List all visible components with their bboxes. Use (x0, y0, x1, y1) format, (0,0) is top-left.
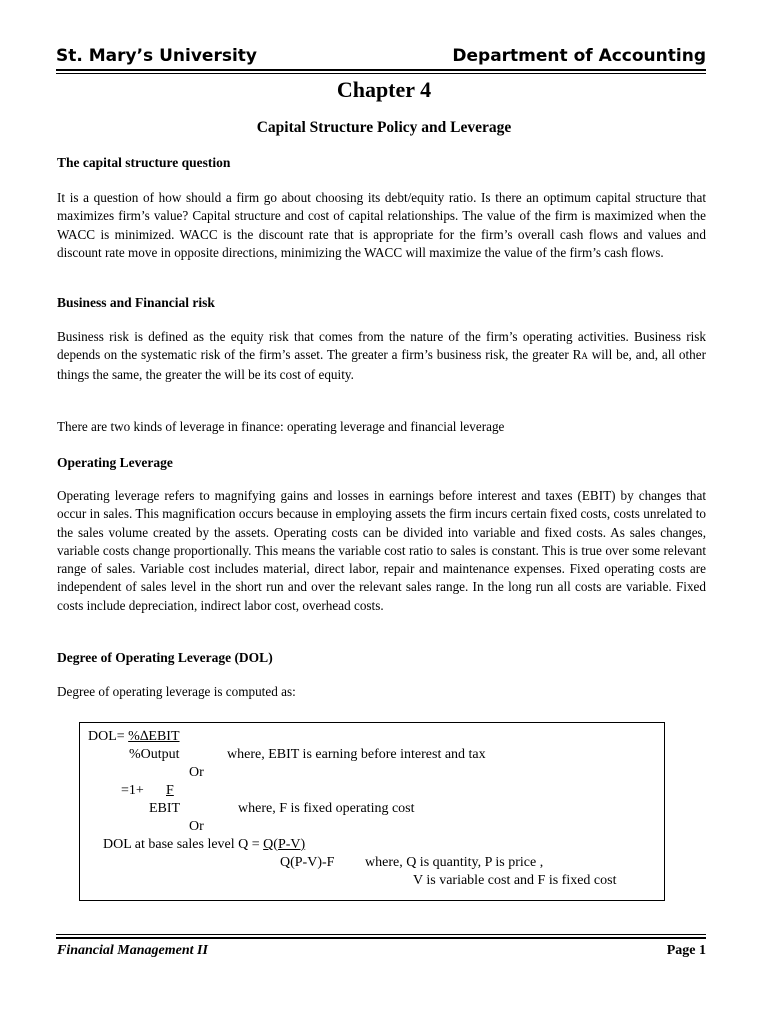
paragraph-leverage-kinds: There are two kinds of leverage in finance: operating leverage and financial leverage (57, 419, 505, 434)
formula-f-numerator: F (166, 783, 174, 798)
formula-qpv-numerator: Q(P-V) (263, 837, 306, 852)
formula-one-plus: =1+ (121, 783, 144, 798)
header-rule-thin (56, 73, 706, 74)
formula-line-7 (103, 837, 305, 853)
formula-line-1 (88, 729, 180, 745)
footer-rule-thick (56, 937, 706, 939)
footer-course-name: Financial Management II (57, 943, 208, 958)
formula-or-1: Or (189, 765, 204, 780)
formula-output-denominator: %Output (129, 747, 180, 762)
header-department: Department of Accounting (452, 46, 706, 66)
footer-rule-thin (56, 934, 706, 935)
formula-dol-label: DOL= (88, 729, 129, 744)
section-heading-dol: Degree of Operating Leverage (DOL) (57, 650, 273, 665)
page-header (56, 46, 706, 70)
paragraph-dol-intro: Degree of operating leverage is computed as: (57, 684, 296, 699)
formula-box (79, 722, 665, 901)
paragraph-business-risk (57, 328, 706, 384)
chapter-subtitle: Capital Structure Policy and Leverage (256, 119, 512, 136)
footer-page-number: Page 1 (666, 943, 706, 958)
formula-or-2: Or (189, 819, 204, 834)
header-university: St. Mary’s University (56, 46, 257, 66)
formula-base-sales-label: DOL at base sales level Q = (103, 837, 264, 852)
header-rule-thick (56, 69, 706, 71)
formula-qp-definition: where, Q is quantity, P is price , (365, 855, 544, 870)
paragraph-capital-structure: It is a question of how should a firm go about choosing its debt/equity ratio. Is there an optimum capital structure that maximizes firm’s value? Capital structure and cost of capital relationships. The value of the firm is maximized when the WACC is minimized. WACC is the discount rate that is appropriate for the firm’s overall cash flows and values and discount rate move in opposite directions, minimizing the WACC will maximize the value of the firm’s cash flows. (57, 190, 706, 260)
section-heading-capital-structure: The capital structure question (57, 155, 231, 170)
formula-ebit-denominator: EBIT (149, 801, 181, 816)
chapter-title: Chapter 4 (336, 77, 432, 102)
section-heading-business-risk: Business and Financial risk (57, 295, 215, 310)
business-risk-text-b: will be, and, all other things the same, the greater the will be its cost of equity. (57, 347, 706, 382)
formula-f-definition: where, F is fixed operating cost (238, 801, 415, 816)
subscript-a: A (581, 351, 588, 362)
section-heading-operating-leverage: Operating Leverage (57, 455, 173, 470)
formula-vf-definition: V is variable cost and F is fixed cost (413, 873, 617, 888)
formula-qpvf-denominator: Q(P-V)-F (280, 855, 335, 870)
business-risk-text-a: Business risk is defined as the equity risk that comes from the nature of the firm’s operating activities. Business risk depends on the systematic risk of the firm’s asset. The greater a firm’s business risk, the greater R (57, 329, 706, 363)
formula-ebit-numerator: %∆EBIT (128, 729, 180, 744)
paragraph-operating-leverage: Operating leverage refers to magnifying gains and losses in earnings before interest and taxes (EBIT) by changes that occur in sales. This magnification occurs because in employing assets the firm incurs certain fixed costs, costs unrelated to the sales volume created by the assets. Operating costs can be divided into variable and fixed costs. As sales changes, variable costs change proportionally. This means the variable cost ratio to sales is constant. This is true over some relevant range of sales. Variable cost includes material, direct labor, repair and maintenance expenses. Fixed operating costs are independent of sales level in the short run and over the relevant sales range. In the long run all costs are variable. Fixed costs include depreciation, indirect labor cost, overhead costs. (57, 488, 706, 613)
formula-ebit-definition: where, EBIT is earning before interest and tax (227, 747, 486, 762)
